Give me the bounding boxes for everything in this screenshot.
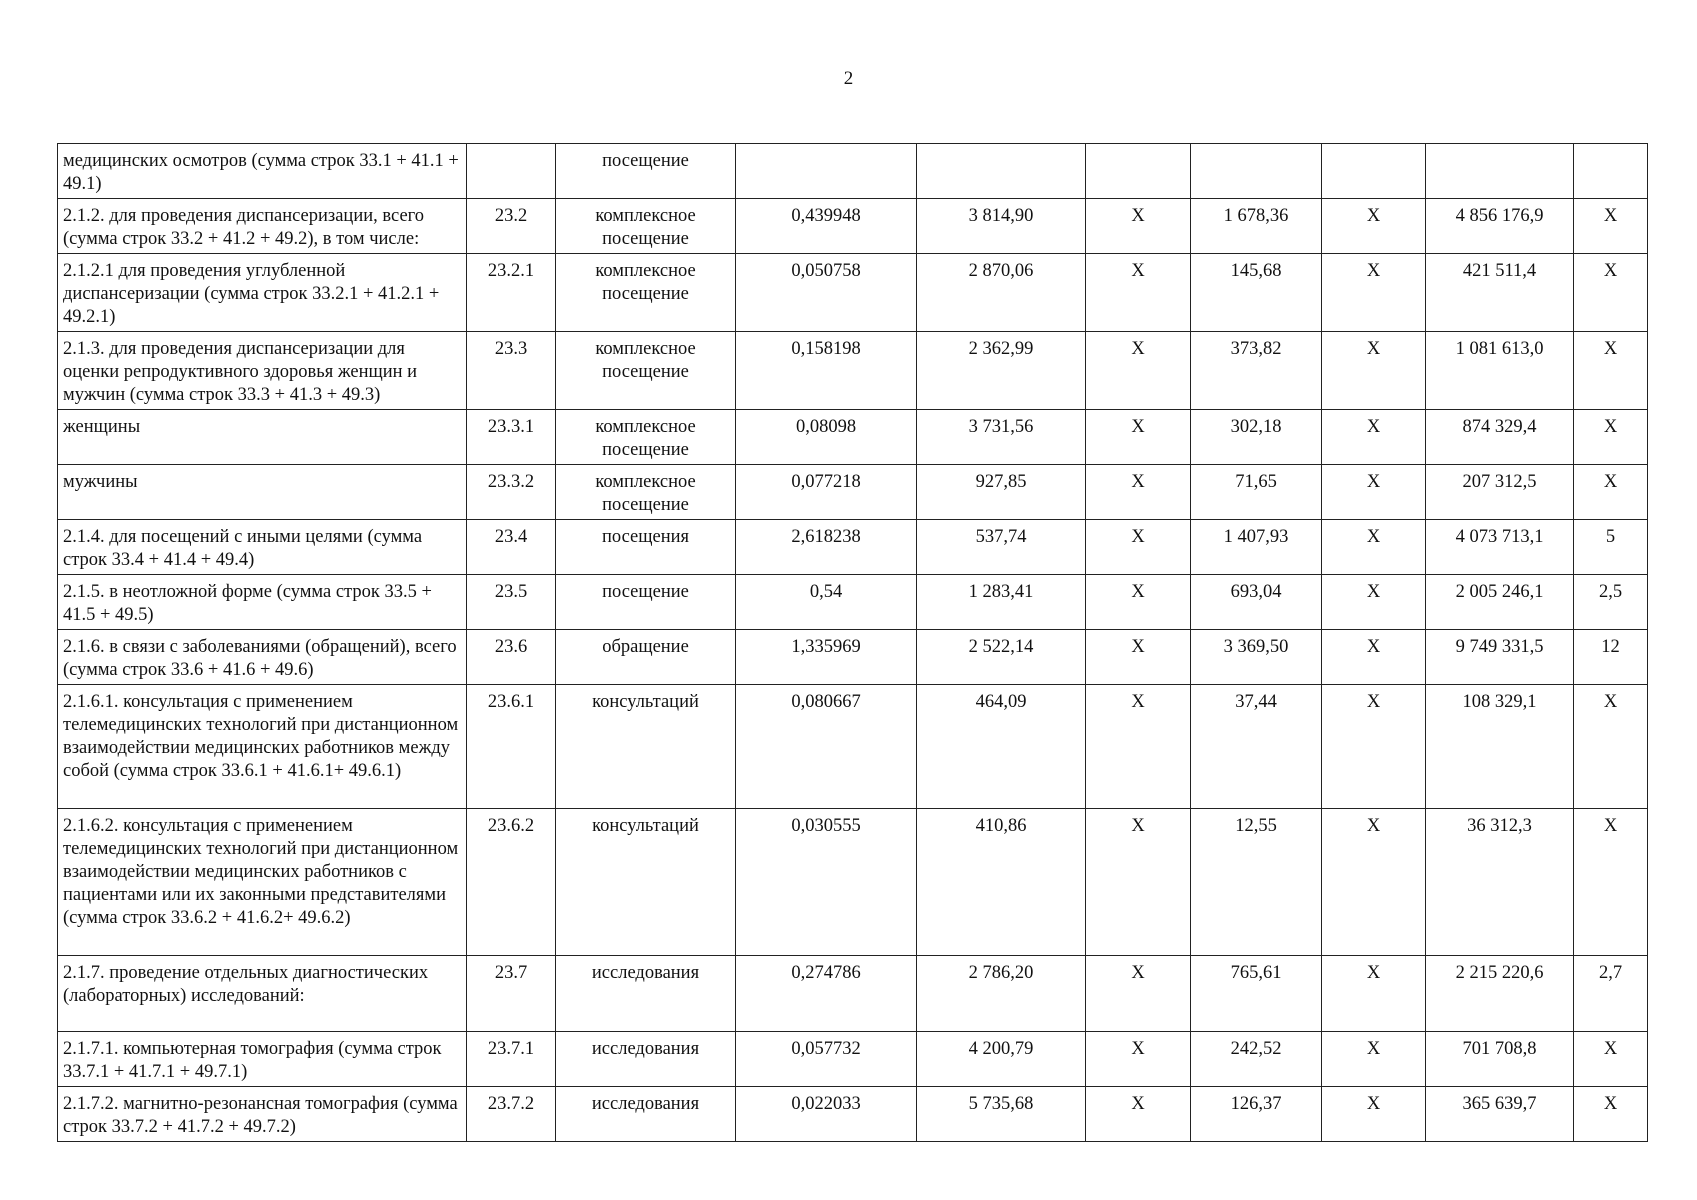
row-name: 2.1.3. для проведения диспансеризации для оценки репродуктивного здоровья женщин и мужчин (сумма строк 33.3 + 41.3 + 49.3) — [58, 332, 467, 410]
table-row — [58, 809, 1648, 956]
row-value-2: 927,85 — [917, 465, 1086, 520]
row-value-5: X — [1322, 465, 1426, 520]
row-code: 23.5 — [467, 575, 556, 630]
row-value-6: 9 749 331,5 — [1426, 630, 1574, 685]
row-code: 23.3.1 — [467, 410, 556, 465]
row-value-7: X — [1574, 199, 1648, 254]
row-value-3: X — [1086, 410, 1191, 465]
row-name: 2.1.6.2. консультация с применением телемедицинских технологий при дистанционном взаимодействии медицинских работников с пациентами или их законными представителями (сумма строк 33.6.2 + 41.6.2+ 49.6.2) — [58, 809, 467, 956]
row-name: 2.1.7.1. компьютерная томография (сумма строк 33.7.1 + 41.7.1 + 49.7.1) — [58, 1032, 467, 1087]
row-code: 23.7.1 — [467, 1032, 556, 1087]
row-value-6 — [1426, 144, 1574, 199]
row-value-6: 36 312,3 — [1426, 809, 1574, 956]
row-value-6: 108 329,1 — [1426, 685, 1574, 809]
row-value-3: X — [1086, 575, 1191, 630]
row-value-7: X — [1574, 809, 1648, 956]
row-unit: комплексное посещение — [556, 465, 736, 520]
page-number: 2 — [843, 68, 854, 89]
row-value-7: 12 — [1574, 630, 1648, 685]
row-code: 23.2.1 — [467, 254, 556, 332]
row-value-4: 37,44 — [1191, 685, 1322, 809]
row-value-4: 302,18 — [1191, 410, 1322, 465]
table-row — [58, 1032, 1648, 1087]
row-value-2 — [917, 144, 1086, 199]
row-value-7: X — [1574, 254, 1648, 332]
row-value-3: X — [1086, 332, 1191, 410]
row-value-2: 5 735,68 — [917, 1087, 1086, 1142]
row-value-7: X — [1574, 1032, 1648, 1087]
row-value-3: X — [1086, 956, 1191, 1032]
table-row — [58, 575, 1648, 630]
row-value-3: X — [1086, 520, 1191, 575]
row-value-4: 1 407,93 — [1191, 520, 1322, 575]
row-value-3 — [1086, 144, 1191, 199]
row-value-1: 0,08098 — [736, 410, 917, 465]
row-code: 23.7.2 — [467, 1087, 556, 1142]
row-unit: исследования — [556, 1032, 736, 1087]
row-name: 2.1.6.1. консультация с применением телемедицинских технологий при дистанционном взаимодействии медицинских работников между собой (сумма строк 33.6.1 + 41.6.1+ 49.6.1) — [58, 685, 467, 809]
row-value-5: X — [1322, 410, 1426, 465]
row-value-5: X — [1322, 630, 1426, 685]
row-value-7: X — [1574, 1087, 1648, 1142]
row-value-4: 1 678,36 — [1191, 199, 1322, 254]
row-value-5: X — [1322, 575, 1426, 630]
row-value-5 — [1322, 144, 1426, 199]
row-unit: посещения — [556, 520, 736, 575]
row-unit: консультаций — [556, 685, 736, 809]
row-value-1: 0,050758 — [736, 254, 917, 332]
row-value-6: 4 073 713,1 — [1426, 520, 1574, 575]
row-value-2: 464,09 — [917, 685, 1086, 809]
row-value-2: 3 814,90 — [917, 199, 1086, 254]
row-value-5: X — [1322, 332, 1426, 410]
table-row — [58, 465, 1648, 520]
row-name: 2.1.2. для проведения диспансеризации, всего (сумма строк 33.2 + 41.2 + 49.2), в том числе: — [58, 199, 467, 254]
row-value-7: 2,7 — [1574, 956, 1648, 1032]
row-value-5: X — [1322, 956, 1426, 1032]
row-unit: комплексное посещение — [556, 199, 736, 254]
row-value-3: X — [1086, 630, 1191, 685]
row-code: 23.3.2 — [467, 465, 556, 520]
row-unit: комплексное посещение — [556, 410, 736, 465]
table-row — [58, 144, 1648, 199]
row-name: 2.1.7.2. магнитно-резонансная томография (сумма строк 33.7.2 + 41.7.2 + 49.7.2) — [58, 1087, 467, 1142]
row-value-6: 2 215 220,6 — [1426, 956, 1574, 1032]
row-unit: посещение — [556, 144, 736, 199]
row-unit: исследования — [556, 956, 736, 1032]
row-value-4: 765,61 — [1191, 956, 1322, 1032]
row-value-1: 2,618238 — [736, 520, 917, 575]
row-value-2: 2 362,99 — [917, 332, 1086, 410]
row-value-2: 2 870,06 — [917, 254, 1086, 332]
row-code: 23.6 — [467, 630, 556, 685]
row-value-1: 0,080667 — [736, 685, 917, 809]
table-row — [58, 199, 1648, 254]
table-row — [58, 956, 1648, 1032]
row-value-6: 207 312,5 — [1426, 465, 1574, 520]
row-value-3: X — [1086, 809, 1191, 956]
row-value-1: 1,335969 — [736, 630, 917, 685]
data-table — [57, 143, 1648, 1142]
table-body — [58, 144, 1648, 1142]
row-unit: исследования — [556, 1087, 736, 1142]
row-code: 23.4 — [467, 520, 556, 575]
row-value-7: 5 — [1574, 520, 1648, 575]
row-value-2: 1 283,41 — [917, 575, 1086, 630]
row-value-5: X — [1322, 520, 1426, 575]
row-value-1: 0,057732 — [736, 1032, 917, 1087]
row-value-1: 0,274786 — [736, 956, 917, 1032]
row-name: мужчины — [58, 465, 467, 520]
row-unit: обращение — [556, 630, 736, 685]
table-row — [58, 630, 1648, 685]
row-value-7: X — [1574, 332, 1648, 410]
row-value-3: X — [1086, 1032, 1191, 1087]
row-unit: консультаций — [556, 809, 736, 956]
table-row — [58, 1087, 1648, 1142]
row-name: 2.1.7. проведение отдельных диагностических (лабораторных) исследований: — [58, 956, 467, 1032]
row-name: 2.1.6. в связи с заболеваниями (обращений), всего (сумма строк 33.6 + 41.6 + 49.6) — [58, 630, 467, 685]
row-value-1: 0,030555 — [736, 809, 917, 956]
row-value-1: 0,439948 — [736, 199, 917, 254]
row-value-3: X — [1086, 1087, 1191, 1142]
table-row — [58, 410, 1648, 465]
table-row — [58, 520, 1648, 575]
row-value-2: 2 786,20 — [917, 956, 1086, 1032]
row-name: 2.1.5. в неотложной форме (сумма строк 33.5 + 41.5 + 49.5) — [58, 575, 467, 630]
row-value-3: X — [1086, 254, 1191, 332]
row-value-4: 373,82 — [1191, 332, 1322, 410]
row-value-6: 2 005 246,1 — [1426, 575, 1574, 630]
row-value-7: 2,5 — [1574, 575, 1648, 630]
row-value-2: 2 522,14 — [917, 630, 1086, 685]
row-code — [467, 144, 556, 199]
row-value-1: 0,077218 — [736, 465, 917, 520]
row-value-5: X — [1322, 254, 1426, 332]
row-value-1 — [736, 144, 917, 199]
row-value-2: 3 731,56 — [917, 410, 1086, 465]
row-value-5: X — [1322, 1032, 1426, 1087]
row-unit: комплексное посещение — [556, 332, 736, 410]
row-value-6: 701 708,8 — [1426, 1032, 1574, 1087]
row-value-7 — [1574, 144, 1648, 199]
row-value-1: 0,54 — [736, 575, 917, 630]
row-value-3: X — [1086, 199, 1191, 254]
row-name: медицинских осмотров (сумма строк 33.1 + 41.1 + 49.1) — [58, 144, 467, 199]
row-value-6: 4 856 176,9 — [1426, 199, 1574, 254]
row-unit: посещение — [556, 575, 736, 630]
row-value-4: 145,68 — [1191, 254, 1322, 332]
row-value-5: X — [1322, 809, 1426, 956]
row-value-4 — [1191, 144, 1322, 199]
row-value-5: X — [1322, 199, 1426, 254]
row-value-7: X — [1574, 465, 1648, 520]
row-value-7: X — [1574, 685, 1648, 809]
row-value-6: 365 639,7 — [1426, 1087, 1574, 1142]
row-value-3: X — [1086, 685, 1191, 809]
row-code: 23.3 — [467, 332, 556, 410]
row-value-4: 693,04 — [1191, 575, 1322, 630]
row-value-4: 3 369,50 — [1191, 630, 1322, 685]
row-value-4: 126,37 — [1191, 1087, 1322, 1142]
row-code: 23.7 — [467, 956, 556, 1032]
row-value-6: 1 081 613,0 — [1426, 332, 1574, 410]
row-name: 2.1.4. для посещений с иными целями (сумма строк 33.4 + 41.4 + 49.4) — [58, 520, 467, 575]
row-value-4: 242,52 — [1191, 1032, 1322, 1087]
row-value-2: 4 200,79 — [917, 1032, 1086, 1087]
row-value-7: X — [1574, 410, 1648, 465]
row-value-4: 12,55 — [1191, 809, 1322, 956]
table-row — [58, 332, 1648, 410]
row-value-2: 537,74 — [917, 520, 1086, 575]
row-value-3: X — [1086, 465, 1191, 520]
table-row — [58, 254, 1648, 332]
row-value-5: X — [1322, 1087, 1426, 1142]
row-value-6: 421 511,4 — [1426, 254, 1574, 332]
row-unit: комплексное посещение — [556, 254, 736, 332]
row-value-6: 874 329,4 — [1426, 410, 1574, 465]
row-code: 23.6.2 — [467, 809, 556, 956]
row-value-2: 410,86 — [917, 809, 1086, 956]
row-name: женщины — [58, 410, 467, 465]
row-value-1: 0,022033 — [736, 1087, 917, 1142]
row-value-4: 71,65 — [1191, 465, 1322, 520]
row-code: 23.6.1 — [467, 685, 556, 809]
row-code: 23.2 — [467, 199, 556, 254]
table-row — [58, 685, 1648, 809]
row-value-1: 0,158198 — [736, 332, 917, 410]
row-name: 2.1.2.1 для проведения углубленной диспансеризации (сумма строк 33.2.1 + 41.2.1 + 49.2.1) — [58, 254, 467, 332]
row-value-5: X — [1322, 685, 1426, 809]
